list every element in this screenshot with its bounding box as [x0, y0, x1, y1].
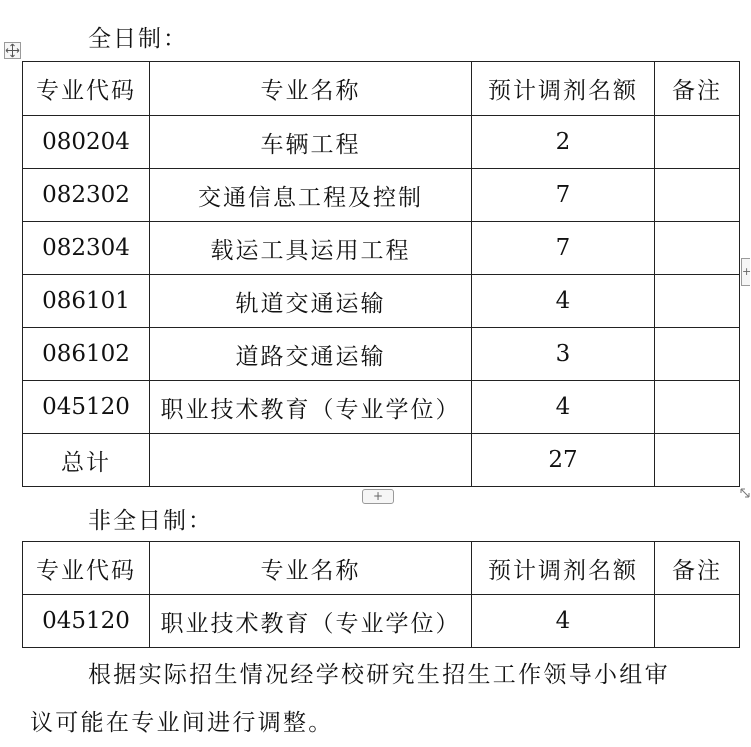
cell-quota[interactable]: 4 [472, 595, 655, 648]
table-row [23, 116, 740, 169]
header-name: 专业名称 [150, 542, 472, 595]
cell-note[interactable] [655, 116, 740, 169]
header-code: 专业代码 [23, 62, 150, 116]
paragraph-line-1: 根据实际招生情况经学校研究生招生工作领导小组审 [88, 662, 670, 688]
add-row-button[interactable] [362, 489, 394, 504]
cell-note[interactable] [655, 222, 740, 275]
cell-name[interactable]: 职业技术教育（专业学位） [150, 381, 472, 434]
header-quota: 预计调剂名额 [472, 542, 655, 595]
table-row [23, 328, 740, 381]
parttime-table [22, 541, 740, 648]
header-name: 专业名称 [150, 62, 472, 116]
fulltime-heading: 全日制： [88, 26, 188, 52]
total-row [23, 434, 740, 487]
plus-icon: + [372, 489, 384, 503]
total-quota[interactable]: 27 [472, 434, 655, 487]
cell-quota[interactable]: 7 [472, 222, 655, 275]
cell-name[interactable]: 轨道交通运输 [150, 275, 472, 328]
cell-quota[interactable]: 4 [472, 275, 655, 328]
header-code: 专业代码 [23, 542, 150, 595]
resize-icon [740, 488, 750, 498]
table-row [23, 381, 740, 434]
cell-note[interactable] [655, 169, 740, 222]
total-name[interactable] [150, 434, 472, 487]
body-paragraph [30, 651, 730, 747]
cell-note[interactable] [655, 328, 740, 381]
cell-code[interactable]: 086101 [23, 275, 150, 328]
cell-quota[interactable]: 3 [472, 328, 655, 381]
table-header-row [23, 62, 740, 116]
total-label[interactable]: 总计 [23, 434, 150, 487]
cell-code[interactable]: 082304 [23, 222, 150, 275]
cell-name[interactable]: 道路交通运输 [150, 328, 472, 381]
table-resize-handle[interactable] [740, 488, 750, 498]
cell-note[interactable] [655, 275, 740, 328]
cell-name[interactable]: 交通信息工程及控制 [150, 169, 472, 222]
cell-quota[interactable]: 7 [472, 169, 655, 222]
table-row [23, 169, 740, 222]
table-row [23, 595, 740, 648]
header-note: 备注 [655, 62, 740, 116]
cell-quota[interactable]: 4 [472, 381, 655, 434]
cell-code[interactable]: 045120 [23, 381, 150, 434]
move-icon [5, 43, 20, 58]
paragraph-line-2: 议可能在专业间进行调整。 [30, 710, 334, 736]
cell-code[interactable]: 086102 [23, 328, 150, 381]
cell-note[interactable] [655, 381, 740, 434]
add-column-button[interactable] [741, 258, 750, 286]
cell-name[interactable]: 载运工具运用工程 [150, 222, 472, 275]
plus-icon: + [742, 265, 751, 278]
parttime-heading: 非全日制： [88, 508, 213, 534]
table-move-handle[interactable] [4, 42, 21, 59]
header-quota: 预计调剂名额 [472, 62, 655, 116]
total-note[interactable] [655, 434, 740, 487]
cell-code[interactable]: 082302 [23, 169, 150, 222]
table-row [23, 275, 740, 328]
cell-code[interactable]: 045120 [23, 595, 150, 648]
cell-code[interactable]: 080204 [23, 116, 150, 169]
cell-name[interactable]: 职业技术教育（专业学位） [150, 595, 472, 648]
table-header-row [23, 542, 740, 595]
cell-note[interactable] [655, 595, 740, 648]
header-note: 备注 [655, 542, 740, 595]
table-row [23, 222, 740, 275]
fulltime-table [22, 61, 740, 487]
cell-name[interactable]: 车辆工程 [150, 116, 472, 169]
cell-quota[interactable]: 2 [472, 116, 655, 169]
